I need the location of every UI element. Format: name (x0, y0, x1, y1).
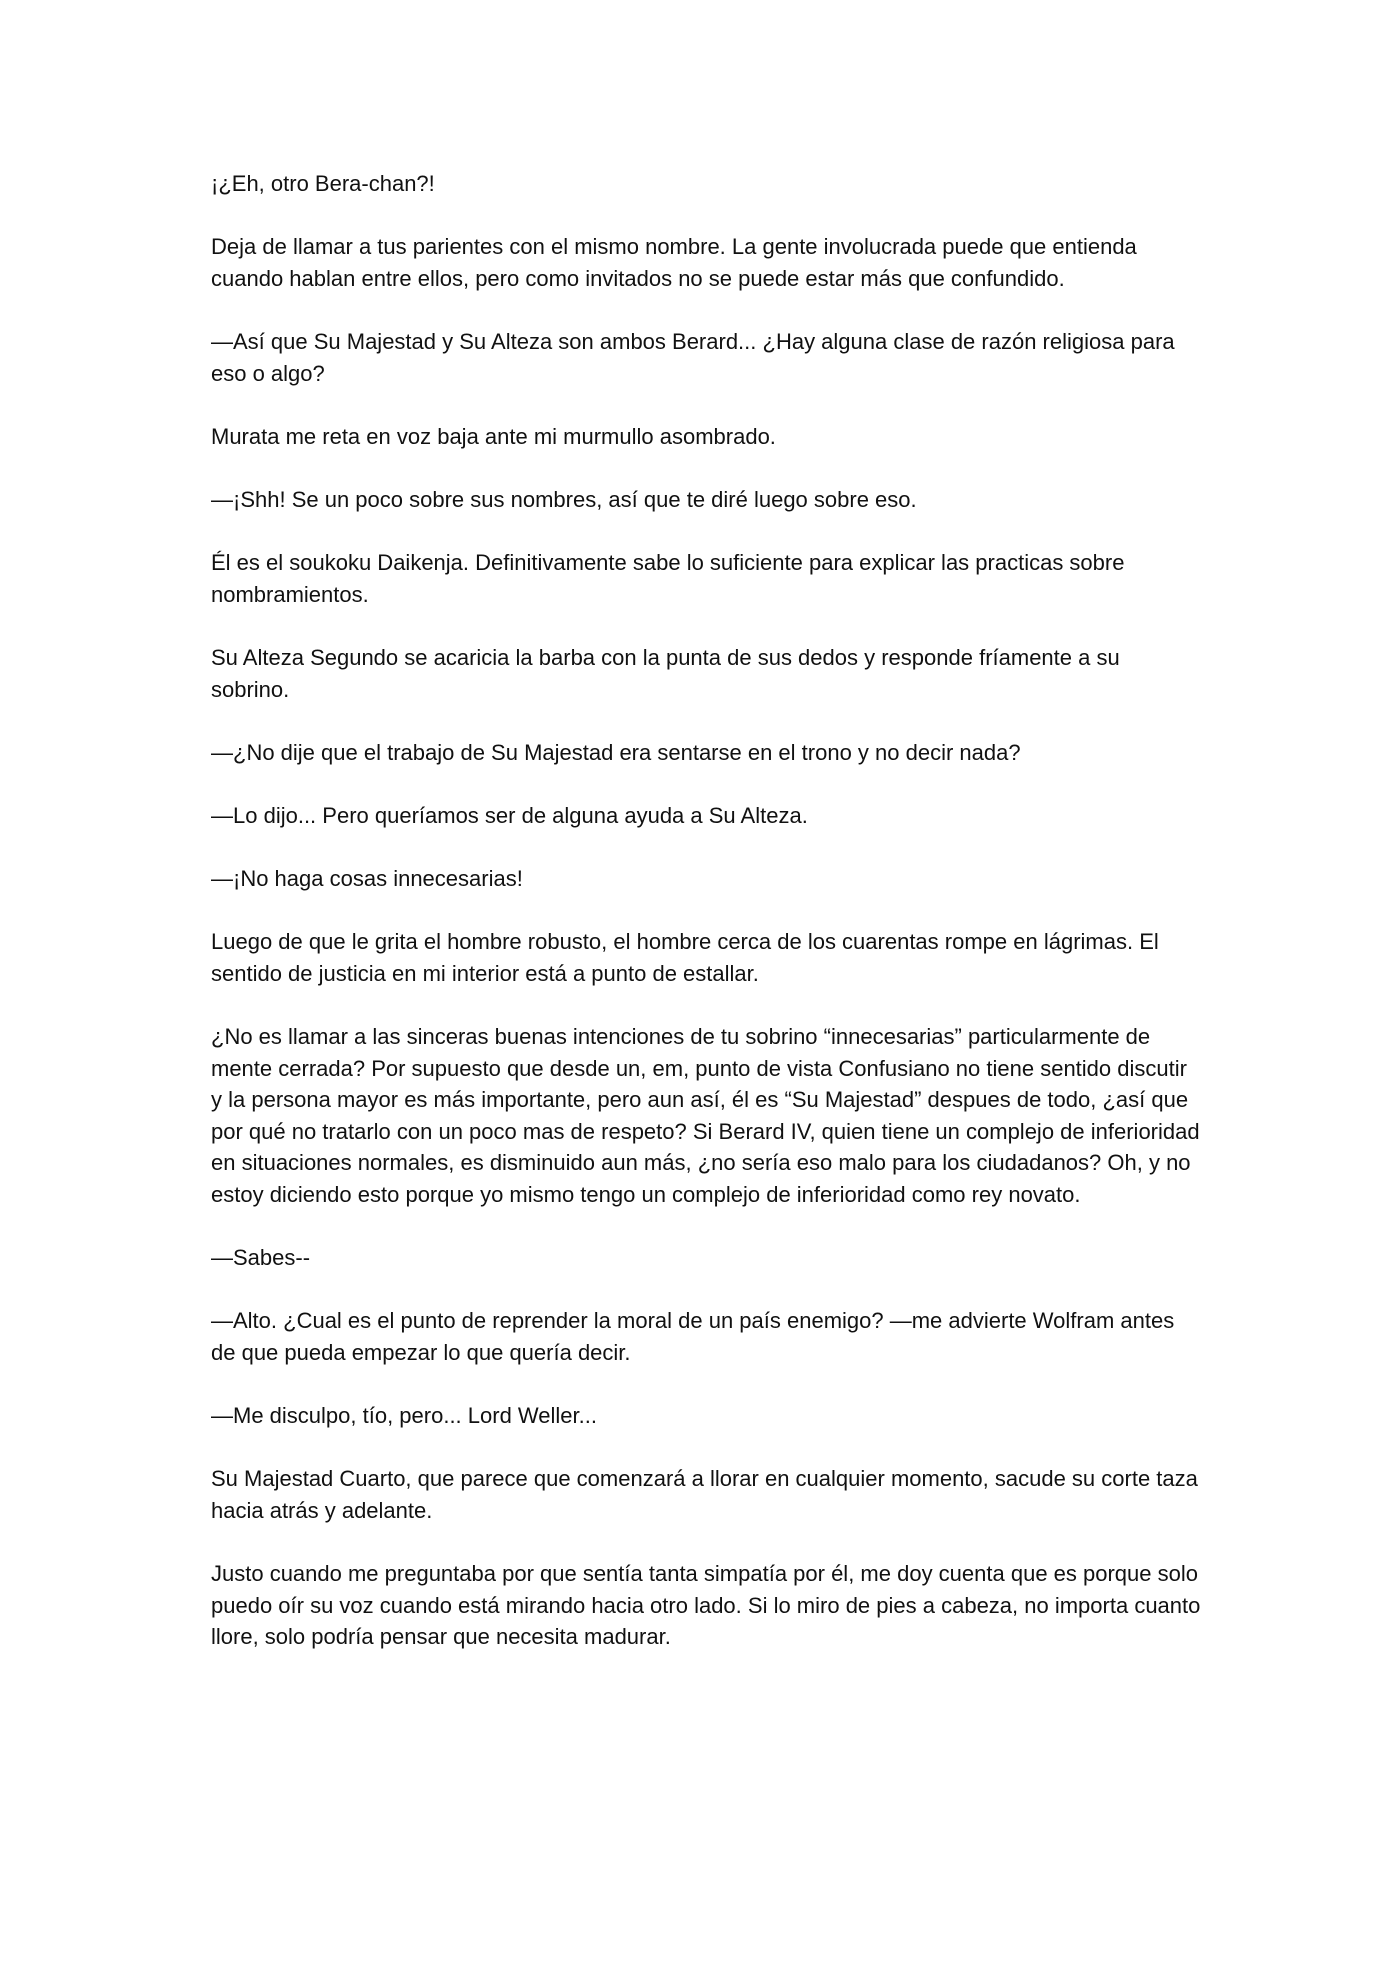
paragraph: —Me disculpo, tío, pero... Lord Weller... (211, 1403, 597, 1429)
paragraph: —Alto. ¿Cual es el punto de reprender la moral de un país enemigo? —me advierte Wolfram antes de que pueda empezar lo que quería decir. (211, 1308, 1175, 1365)
paragraph: —Lo dijo... Pero queríamos ser de alguna ayuda a Su Alteza. (211, 802, 808, 828)
paragraph: ¡¿Eh, otro Bera-chan?! (211, 171, 435, 196)
paragraph: Deja de llamar a tus parientes con el mismo nombre. La gente involucrada puede que entienda cuando hablan entre ellos, pero como invitados no se puede estar más que confundido. (211, 234, 1137, 291)
paragraph: Luego de que le grita el hombre robusto, el hombre cerca de los cuarentas rompe en lágrimas. El sentido de justicia en mi interior está a punto de estallar. (211, 929, 1159, 986)
paragraph: Él es el soukoku Daikenja. Definitivamente sabe lo suficiente para explicar las practicas sobre nombramientos. (211, 550, 1125, 607)
paragraph: Su Majestad Cuarto, que parece que comenzará a llorar en cualquier momento, sacude su corte taza hacia atrás y adelante. (211, 1466, 1198, 1523)
paragraph: Su Alteza Segundo se acaricia la barba con la punta de sus dedos y responde fríamente a su sobrino. (211, 644, 1120, 702)
paragraph: ¿No es llamar a las sinceras buenas intenciones de tu sobrino “innecesarias” particularmente de mente cerrada? Por supuesto que desde un, em, punto de vista Confusiano no tiene sentido discutir y la persona mayor es más importante, pero aun así, él es “Su Majestad” despues de todo, ¿así que por qué no tratarlo con un poco mas de respeto? Si Berard IV, quien tiene un complejo de inferioridad en situaciones normales, es disminuido aun más, ¿no sería eso malo para los ciudadanos? Oh, y no estoy diciendo esto porque yo mismo tengo un complejo de inferioridad como rey novato. (211, 1024, 1200, 1207)
paragraph: —¡No haga cosas innecesarias! (211, 866, 523, 892)
paragraph: —Así que Su Majestad y Su Alteza son ambos Berard... ¿Hay alguna clase de razón religiosa para eso o algo? (211, 328, 1175, 386)
paragraph: —Sabes-- (211, 1245, 311, 1271)
paragraph: —¿No dije que el trabajo de Su Majestad era sentarse en el trono y no decir nada? (211, 739, 1021, 765)
document-body (211, 168, 1201, 1685)
paragraph: Murata me reta en voz baja ante mi murmullo asombrado. (211, 423, 776, 449)
paragraph: —¡Shh! Se un poco sobre sus nombres, así que te diré luego sobre eso. (211, 486, 917, 512)
paragraph: Justo cuando me preguntaba por que sentía tanta simpatía por él, me doy cuenta que es porque solo puedo oír su voz cuando está mirando hacia otro lado. Si lo miro de pies a cabeza, no importa cuanto llore, solo podría pensar que necesita madurar. (211, 1561, 1201, 1650)
